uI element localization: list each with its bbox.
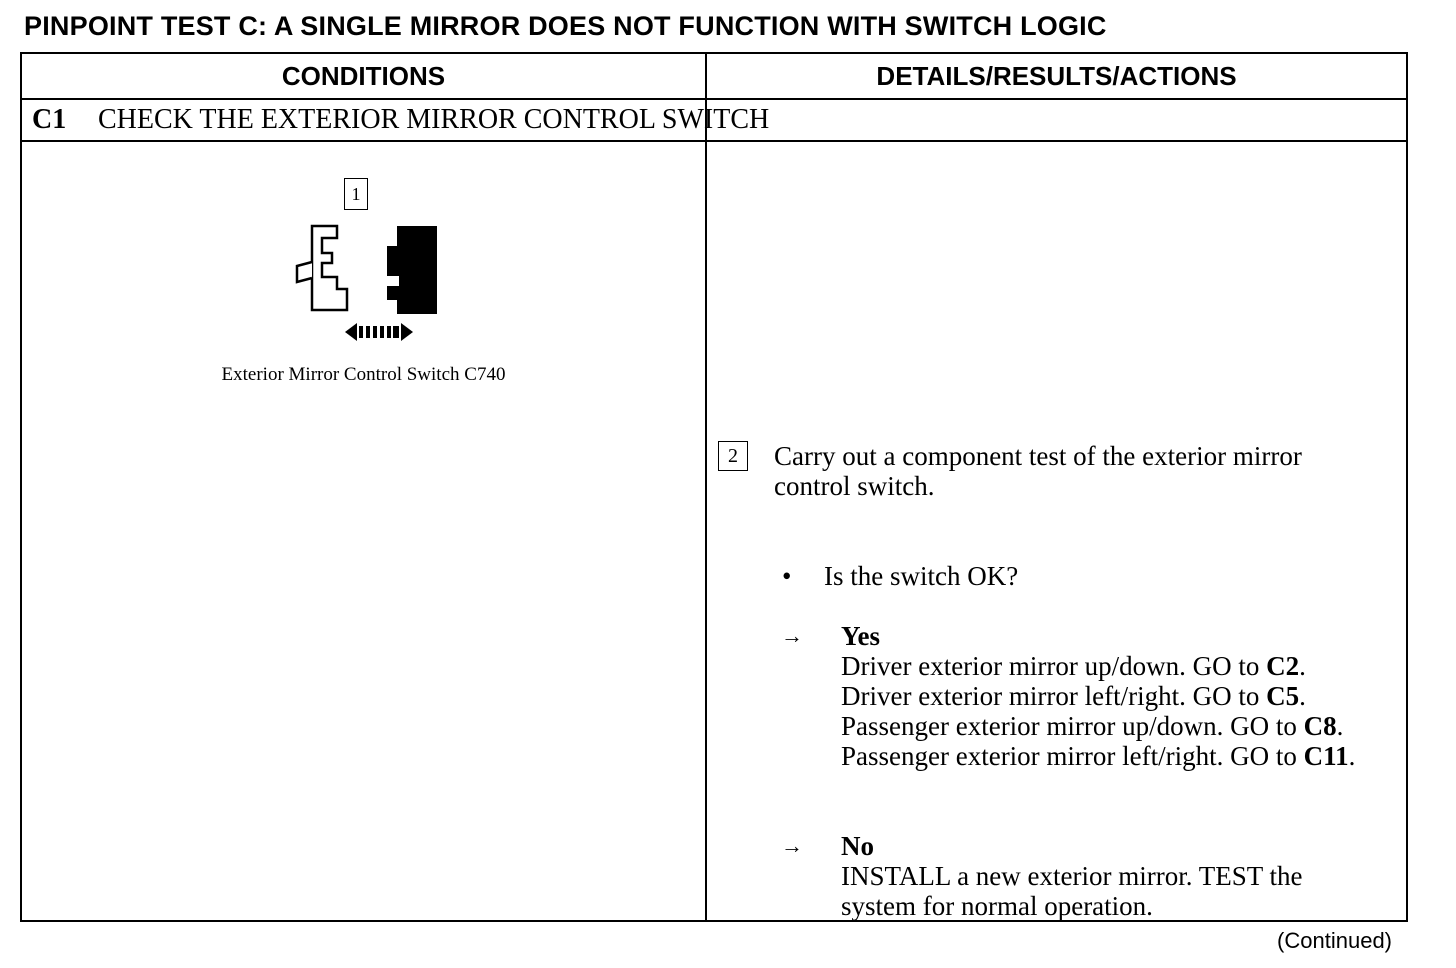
no-answer (841, 831, 1371, 921)
bullet: • (782, 561, 792, 591)
details-cell (707, 140, 1406, 920)
yes-line3-text: Passenger exterior mirror up/down. GO to (841, 711, 1304, 741)
connector-figure (22, 174, 705, 404)
ref-c11: C11 (1303, 741, 1349, 771)
connector-icon (287, 174, 447, 344)
details-header: DETAILS/RESULTS/ACTIONS (876, 60, 1237, 91)
step-title: CHECK THE EXTERIOR MIRROR CONTROL SWITCH (98, 104, 770, 135)
no-text: INSTALL a new exterior mirror. TEST the system for normal operation. (841, 861, 1303, 921)
step-id: C1 (32, 104, 67, 135)
ref-c2: C2 (1266, 651, 1300, 681)
ref-c5: C5 (1266, 681, 1300, 711)
figure-number-box: 1 (344, 178, 368, 210)
page-title: PINPOINT TEST C: A SINGLE MIRROR DOES NOT FUNCTION WITH SWITCH LOGIC (24, 11, 1107, 41)
ref-c8: C8 (1303, 711, 1337, 741)
question-text: Is the switch OK? (824, 561, 1019, 591)
connector-housing-left (312, 226, 347, 310)
connector-latch (297, 262, 312, 282)
yes-line2-text: Driver exterior mirror left/right. GO to (841, 681, 1267, 711)
no-arrow-icon: → (781, 833, 803, 858)
question-item (782, 561, 1019, 591)
figure-caption: Exterior Mirror Control Switch C740 (221, 364, 506, 385)
step-number-box: 2 (718, 441, 748, 471)
conditions-header: CONDITIONS (281, 60, 446, 91)
no-label: No (841, 831, 874, 861)
double-arrow-icon (345, 323, 413, 341)
yes-line1-text: Driver exterior mirror up/down. GO to (841, 651, 1267, 681)
instruction-text: Carry out a component test of the exterior mirror control switch. (774, 441, 1302, 501)
yes-label: Yes (841, 621, 880, 651)
yes-arrow-icon: → (781, 623, 803, 648)
step-heading-row (22, 100, 1406, 140)
yes-line4-text: . Passenger exterior mirror left/right. GO to (841, 711, 1344, 771)
connector-housing-right (387, 226, 437, 314)
pinpoint-test-table (20, 52, 1408, 922)
yes-answer: Yes Driver exterior mirror up/down. GO to C2. Driver exterior mirror left/right. GO to C5. Passenger exterior mirror up/down. GO to C8. Passenger exterior mirror left/right. GO to C11. (841, 621, 1356, 771)
continued-note: (Continued) (1277, 928, 1392, 953)
